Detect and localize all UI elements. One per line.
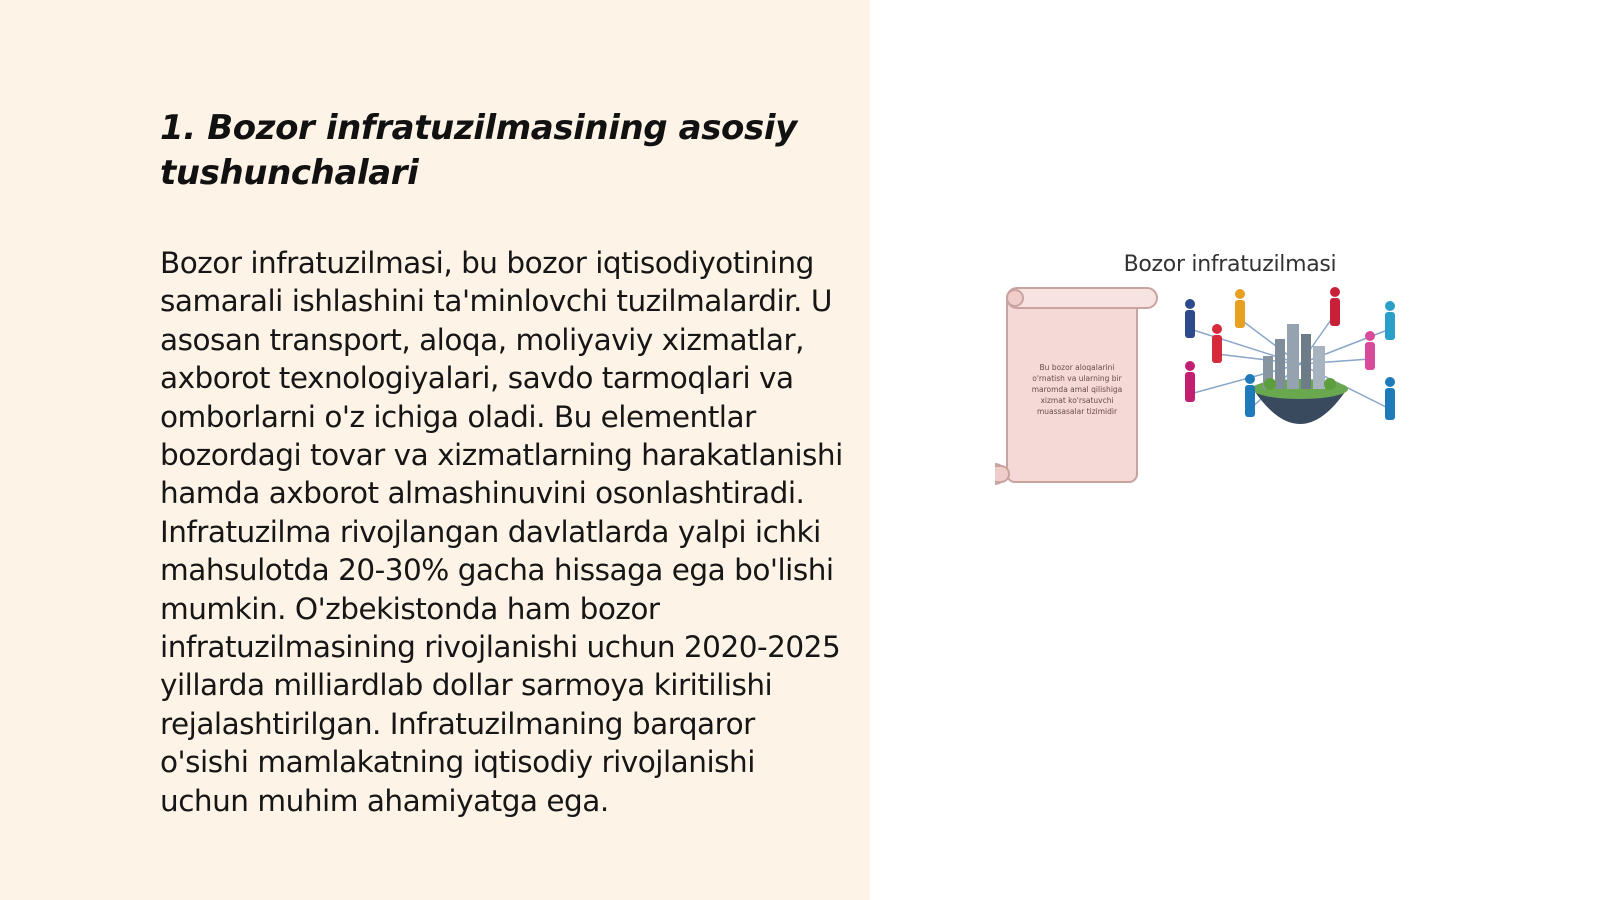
slide-body-text: Bozor infratuzilmasi, bu bozor iqtisodiyotining samarali ishlashini ta'minlovchi tuzilmalardir. U asosan transport, aloqa, moliyaviy xizmatlar, axborot texnologiyalari, savdo tarmoqlari va omborlarni o'z ichiga oladi. Bu elementlar bozordagi tovar va xizmatlarning harakatlanishi hamda axborot almashinuvini osonlashtiradi. Infratuzilma rivojlangan davlatlarda yalpi ichki mahsulotda 20-30% gacha hissaga ega bo'lishi mumkin. O'zbekistonda ham bozor infratuzilmasining rivojlanishi uchun 2020-2025 yillarda milliardlab dollar sarmoya kiritilishi rejalashtirilgan. Infratuzilmaning barqaror o'sishi mamlakatning iqtisodiy rivojlanishi uchun muhim ahamiyatga ega.: [160, 246, 843, 818]
slide-title: 1. Bozor infratuzilmasining asosiy tushunchalari: [160, 108, 797, 193]
market-infrastructure-illustration: [995, 252, 1445, 502]
scroll-caption: Bu bozor aloqalarini o'rnatish va ularning bir maromda amal qilishiga xizmat ko'rsatuvchi muassasalar tizimidir: [1031, 363, 1123, 416]
illustration-title: Bozor infratuzilmasi: [1123, 252, 1337, 277]
